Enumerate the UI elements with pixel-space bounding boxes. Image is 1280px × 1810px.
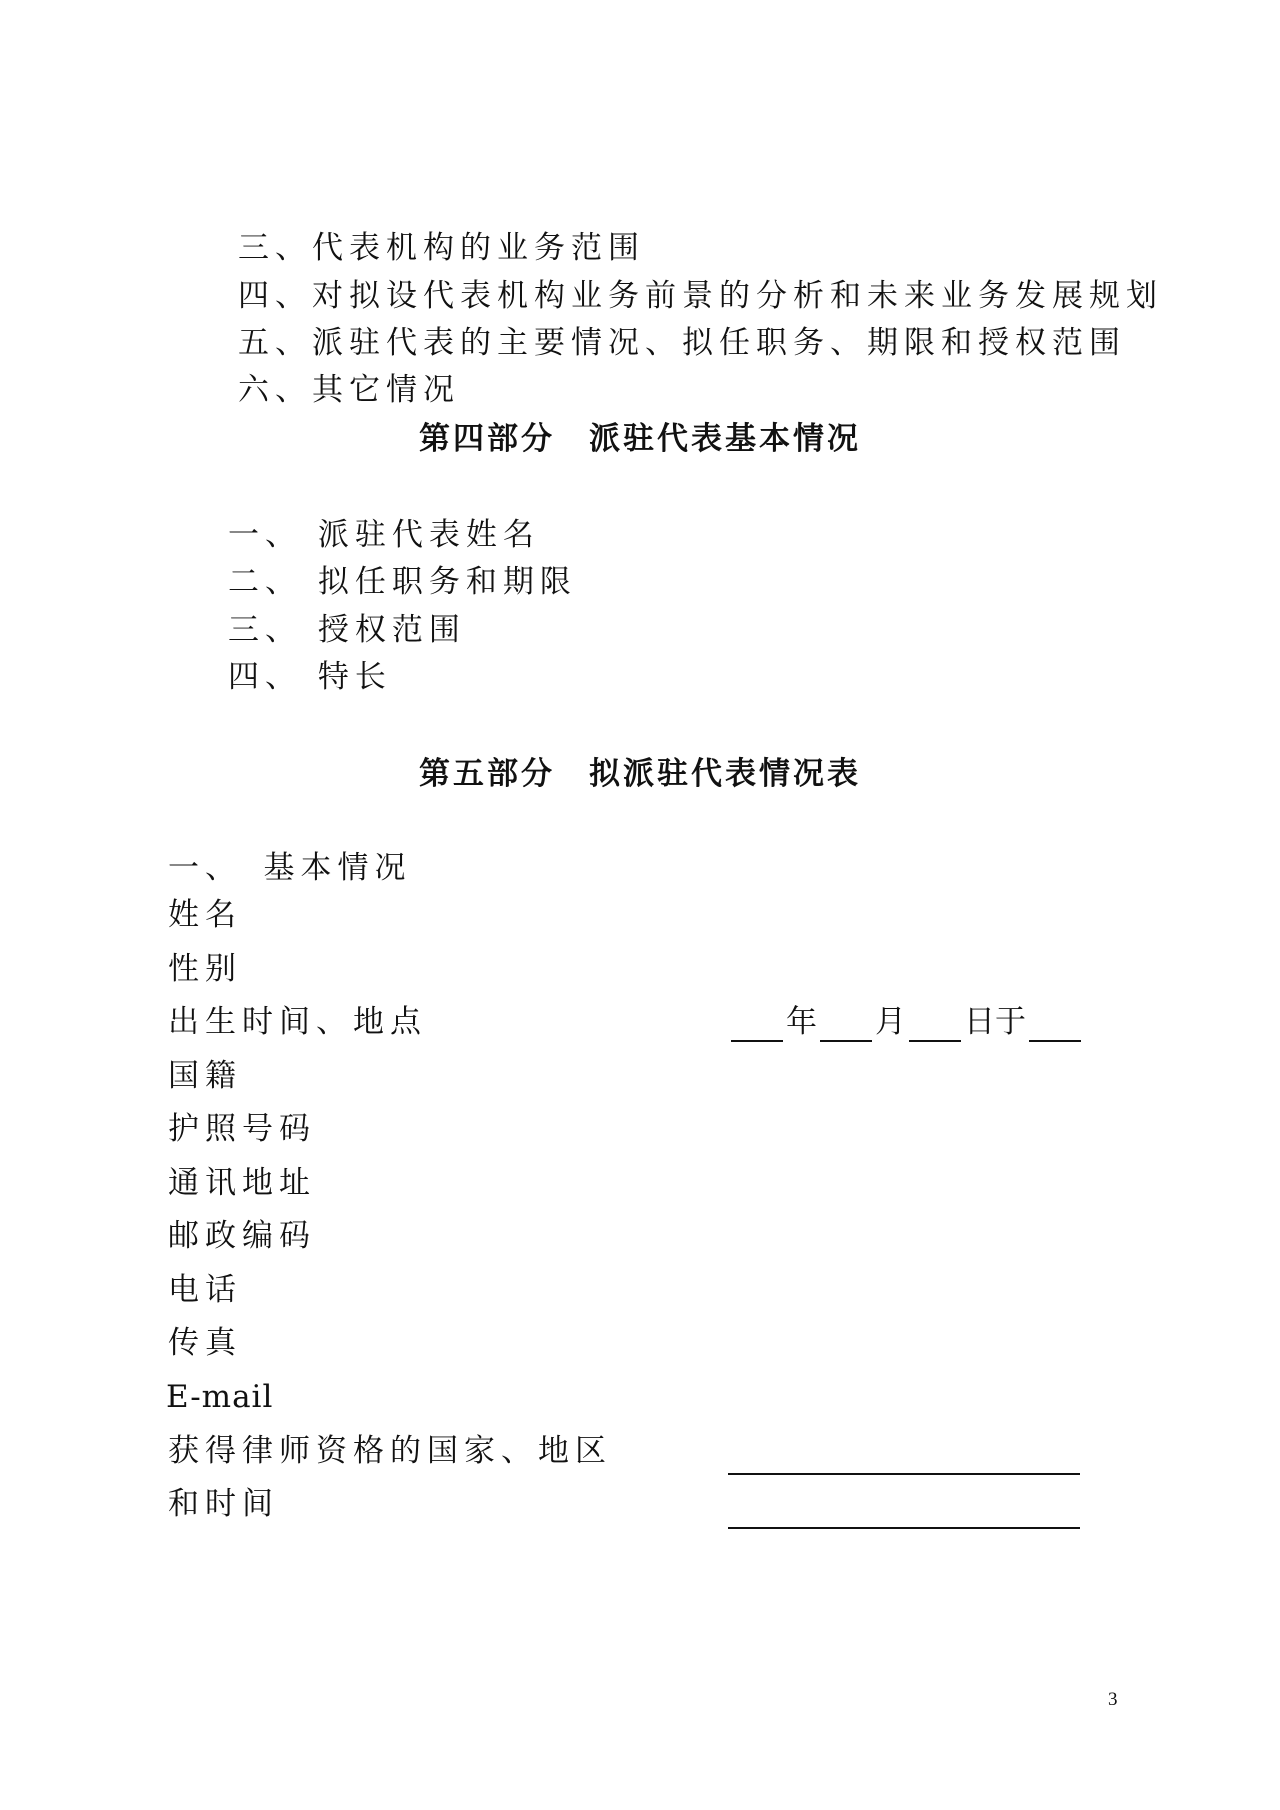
birth-date-place-blanks bbox=[728, 1002, 1084, 1042]
field-fax-label: 传真 bbox=[168, 1325, 242, 1361]
part3-item-3: 三、代表机构的业务范围 bbox=[238, 230, 645, 266]
field-phone-label: 电话 bbox=[168, 1272, 242, 1308]
birth-year-blank[interactable] bbox=[731, 1010, 783, 1042]
field-postcode-label: 邮政编码 bbox=[168, 1218, 316, 1254]
part3-item-5: 五、派驻代表的主要情况、拟任职务、期限和授权范围 bbox=[238, 325, 1126, 361]
page-number: 3 bbox=[1108, 1689, 1118, 1710]
field-name-label: 姓名 bbox=[168, 897, 242, 933]
field-passport-label: 护照号码 bbox=[168, 1111, 316, 1147]
birth-day-blank[interactable] bbox=[909, 1010, 961, 1042]
part3-item-4: 四、对拟设代表机构业务前景的分析和未来业务发展规划 bbox=[238, 278, 1163, 314]
part4-item-name: 一、 派驻代表姓名 bbox=[228, 517, 540, 553]
qualification-blank-line2[interactable] bbox=[728, 1527, 1080, 1529]
birth-place-blank[interactable] bbox=[1029, 1010, 1081, 1042]
part5-heading: 第五部分 拟派驻代表情况表 bbox=[419, 756, 861, 792]
field-gender-label: 性别 bbox=[168, 951, 242, 987]
part4-heading: 第四部分 派驻代表基本情况 bbox=[419, 421, 861, 457]
field-nationality-label: 国籍 bbox=[168, 1058, 242, 1094]
field-birth-label: 出生时间、地点 bbox=[168, 1004, 427, 1040]
part4-item-specialty: 四、 特长 bbox=[228, 659, 392, 695]
part4-item-authority: 三、 授权范围 bbox=[228, 612, 466, 648]
part3-item-6: 六、其它情况 bbox=[238, 372, 460, 408]
qualification-blank-line1[interactable] bbox=[728, 1473, 1080, 1475]
field-address-label: 通讯地址 bbox=[168, 1165, 316, 1201]
field-qualification-label-line2: 和时间 bbox=[168, 1486, 279, 1522]
birth-year-label: 年 bbox=[786, 1004, 817, 1040]
birth-day-label: 日于 bbox=[964, 1004, 1026, 1040]
part4-item-position: 二、 拟任职务和期限 bbox=[228, 564, 577, 600]
birth-month-label: 月 bbox=[875, 1004, 906, 1040]
birth-month-blank[interactable] bbox=[820, 1010, 872, 1042]
section-basic-info: 一、 基本情况 bbox=[168, 850, 412, 886]
field-email-label: E-mail bbox=[166, 1379, 274, 1415]
field-qualification-label-line1: 获得律师资格的国家、地区 bbox=[168, 1433, 612, 1469]
